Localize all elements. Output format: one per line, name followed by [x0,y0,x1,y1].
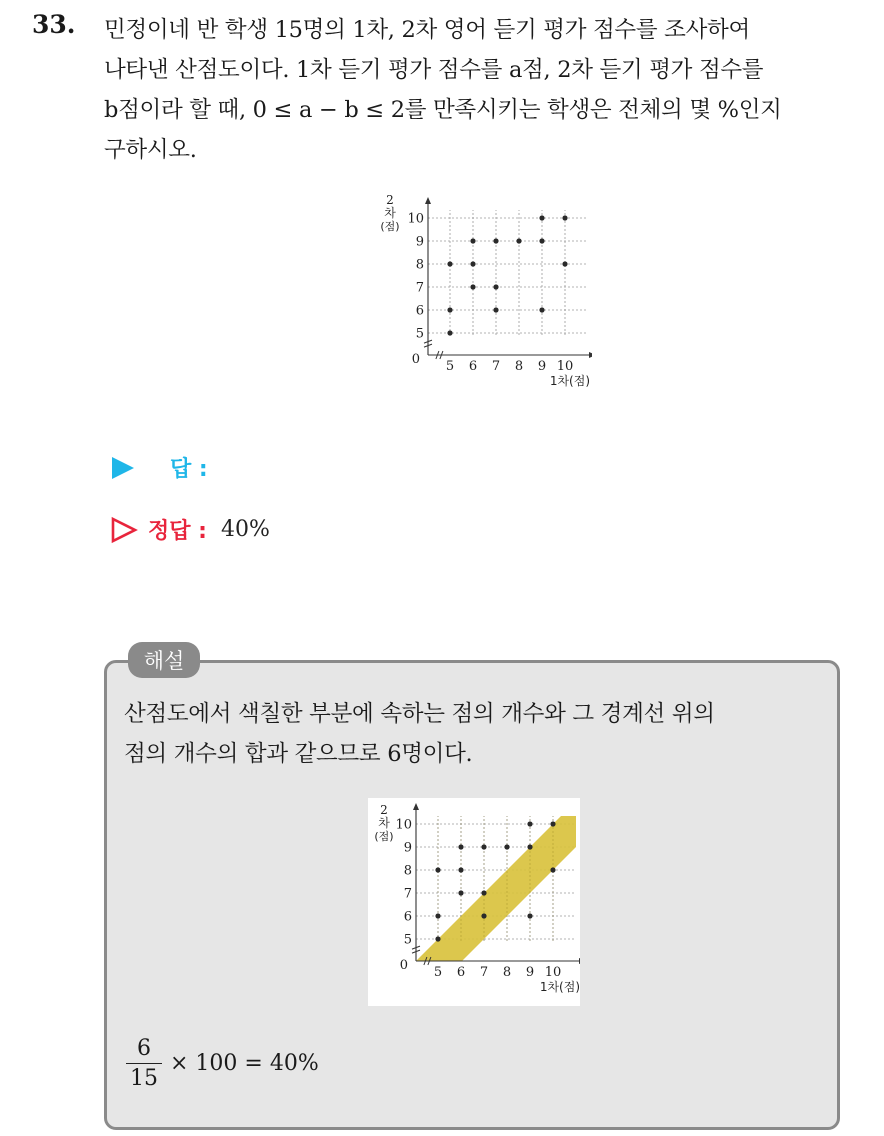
fraction-denominator: 15 [126,1063,162,1091]
solution-formula [126,1036,319,1091]
data-point [493,238,498,243]
data-point [447,307,452,312]
data-point [562,215,567,220]
data-point [527,821,532,826]
y-tick-label: 7 [403,886,412,902]
correct-answer-row [110,514,270,545]
data-point [493,307,498,312]
answer-label: 답 : [170,457,208,482]
data-point [435,913,440,918]
data-point [539,215,544,220]
scatter-svg [368,798,580,1006]
y-axis-label: (점) [380,220,400,233]
data-point [458,844,463,849]
fraction-numerator: 6 [137,1036,151,1061]
solution-text [124,694,834,774]
y-tick-label: 9 [403,840,412,856]
origin-label: 0 [411,351,420,367]
formula-rest: × 100 = 40% [170,1051,319,1076]
data-point [458,867,463,872]
correct-label: 정답 : [148,519,207,544]
data-point [516,238,521,243]
y-tick-label: 5 [403,932,412,948]
solution-tag: 해설 [128,642,200,678]
origin-label: 0 [399,957,408,973]
y-tick-label: 7 [415,280,424,296]
x-axis-arrow [579,958,580,964]
x-tick-label: 10 [556,359,574,374]
data-point [481,913,486,918]
x-tick-label: 5 [433,965,443,980]
y-tick-label: 10 [395,817,412,833]
y-axis-arrow [425,197,431,204]
question-line: 구하시오. [104,137,197,163]
fraction [126,1036,162,1091]
y-tick-label: 6 [415,303,424,319]
y-axis-label: 2 [386,193,394,207]
question-line: b점이라 할 때, 0 ≤ a − b ≤ 2를 만족시키는 학생은 전체의 몇 %인지 [104,97,782,123]
x-tick-label: 9 [525,965,535,980]
y-tick-label: 9 [415,234,424,250]
x-tick-label: 7 [479,965,489,980]
question-line: 민정이네 반 학생 15명의 1차, 2차 영어 듣기 평가 점수를 조사하여 [104,17,750,43]
data-point [458,890,463,895]
y-axis-label: 차 [378,816,390,830]
data-point [435,936,440,941]
data-point [550,821,555,826]
play-arrow-icon [110,455,136,481]
data-point [562,261,567,266]
solution-line: 산점도에서 색칠한 부분에 속하는 점의 개수와 그 경계선 위의 [124,701,715,727]
data-point [527,844,532,849]
data-point [481,890,486,895]
y-axis-label: 차 [384,206,396,220]
data-point [470,238,475,243]
y-tick-label: 8 [415,257,424,273]
y-tick-label: 6 [403,909,412,925]
y-tick-label: 5 [415,326,424,342]
x-tick-label: 10 [544,965,562,980]
data-point [504,844,509,849]
data-point [470,284,475,289]
data-point [539,307,544,312]
data-point [447,330,452,335]
y-axis-label: (점) [374,830,394,843]
question-text [104,10,864,170]
x-tick-label: 5 [445,359,455,374]
question-line: 나타낸 산점도이다. 1차 듣기 평가 점수를 a점, 2차 듣기 평가 점수를 [104,57,764,83]
answer-row [110,452,208,483]
y-axis-arrow [413,803,419,810]
data-point [493,284,498,289]
data-point [447,261,452,266]
x-tick-label: 9 [537,359,547,374]
solution-line: 점의 개수의 합과 같으므로 6명이다. [124,741,473,767]
x-tick-label: 8 [502,965,512,980]
x-tick-label: 8 [514,359,524,374]
y-tick-label: 8 [403,863,412,879]
data-point [527,913,532,918]
x-axis-arrow [589,352,592,358]
x-axis-label: 1차(점) [549,374,590,388]
outline-arrow-icon [110,516,138,544]
correct-value: 40% [220,517,270,542]
question-number: 33. [32,10,76,39]
data-point [481,844,486,849]
x-axis-label: 1차(점) [539,980,580,994]
scatter-plot-question [360,190,592,402]
scatter-plot-solution [368,798,580,1006]
scatter-svg [360,190,592,402]
x-tick-label: 6 [468,359,478,374]
y-axis-label: 2 [380,803,388,817]
data-point [550,867,555,872]
data-point [435,867,440,872]
data-point [539,238,544,243]
data-point [470,261,475,266]
y-tick-label: 10 [407,211,424,227]
x-tick-label: 7 [491,359,501,374]
x-tick-label: 6 [456,965,466,980]
